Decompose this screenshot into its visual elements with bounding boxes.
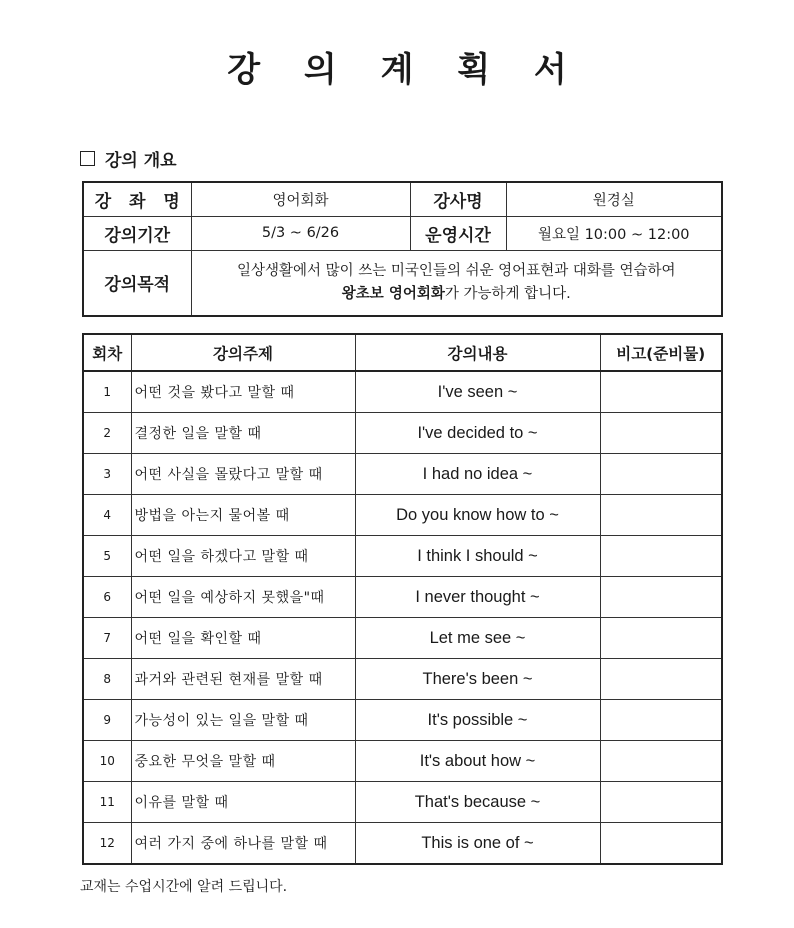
table-row (83, 700, 722, 741)
session-number: 10 (83, 741, 131, 782)
table-row (83, 577, 722, 618)
header-note: 비고(준비물) (600, 334, 722, 371)
session-content: It's possible ~ (355, 700, 600, 741)
hours-label: 운영시간 (410, 216, 506, 250)
session-topic: 어떤 사실을 몰랐다고 말할 때 (131, 454, 355, 495)
session-number: 5 (83, 536, 131, 577)
instructor-value: 원경실 (506, 182, 722, 216)
session-number: 11 (83, 782, 131, 823)
purpose-bold-text: 왕초보 영어회화 (341, 285, 445, 302)
section-heading (80, 146, 177, 171)
hours-value: 월요일 10:00 ~ 12:00 (506, 216, 722, 250)
session-content: I think I should ~ (355, 536, 600, 577)
session-topic: 방법을 아는지 물어볼 때 (131, 495, 355, 536)
table-row (83, 495, 722, 536)
section-heading-text: 강의 개요 (105, 151, 177, 171)
table-row (83, 659, 722, 700)
course-info-table (82, 181, 723, 317)
session-number: 8 (83, 659, 131, 700)
course-name-value: 영어회화 (191, 182, 410, 216)
table-row (83, 823, 722, 865)
table-row (83, 618, 722, 659)
document-title: 강 의 계 획 서 (227, 50, 583, 90)
session-number: 1 (83, 371, 131, 413)
session-topic: 결정한 일을 말할 때 (131, 413, 355, 454)
session-content: That's because ~ (355, 782, 600, 823)
session-note (600, 741, 722, 782)
table-row (83, 741, 722, 782)
session-number: 7 (83, 618, 131, 659)
table-row (83, 371, 722, 413)
session-number: 4 (83, 495, 131, 536)
session-note (600, 823, 722, 865)
instructor-label: 강사명 (410, 182, 506, 216)
session-topic: 이유를 말할 때 (131, 782, 355, 823)
session-topic: 어떤 일을 하겠다고 말할 때 (131, 536, 355, 577)
session-note (600, 618, 722, 659)
session-content: Let me see ~ (355, 618, 600, 659)
purpose-line-1: 일상생활에서 많이 쓰는 미국인들의 쉬운 영어표현과 대화를 연습하여 (237, 262, 676, 279)
session-number: 6 (83, 577, 131, 618)
session-note (600, 371, 722, 413)
header-content: 강의내용 (355, 334, 600, 371)
session-note (600, 659, 722, 700)
session-note (600, 495, 722, 536)
table-row (83, 454, 722, 495)
session-topic: 어떤 것을 봤다고 말할 때 (131, 371, 355, 413)
footer-note: 교재는 수업시간에 알려 드립니다. (80, 879, 288, 895)
session-content: I had no idea ~ (355, 454, 600, 495)
session-note (600, 782, 722, 823)
period-label: 강의기간 (83, 216, 191, 250)
period-value: 5/3 ~ 6/26 (191, 216, 410, 250)
session-note (600, 454, 722, 495)
header-session: 회차 (83, 334, 131, 371)
purpose-line-2 (198, 283, 716, 306)
session-topic: 어떤 일을 예상하지 못했을"때 (131, 577, 355, 618)
course-name-label: 강 좌 명 (83, 182, 191, 216)
session-content: I've seen ~ (355, 371, 600, 413)
table-row (83, 536, 722, 577)
session-content: There's been ~ (355, 659, 600, 700)
session-topic: 여러 가지 중에 하나를 말할 때 (131, 823, 355, 865)
session-content: It's about how ~ (355, 741, 600, 782)
checkbox-icon (80, 151, 95, 166)
session-note (600, 700, 722, 741)
session-number: 12 (83, 823, 131, 865)
header-topic: 강의주제 (131, 334, 355, 371)
table-row (83, 782, 722, 823)
session-number: 9 (83, 700, 131, 741)
session-number: 2 (83, 413, 131, 454)
session-content: I never thought ~ (355, 577, 600, 618)
schedule-table (82, 333, 723, 865)
purpose-line-2-rest: 가 가능하게 합니다. (444, 285, 571, 302)
session-content: Do you know how to ~ (355, 495, 600, 536)
session-note (600, 577, 722, 618)
session-note (600, 536, 722, 577)
session-note (600, 413, 722, 454)
session-topic: 가능성이 있는 일을 말할 때 (131, 700, 355, 741)
session-topic: 과거와 관련된 현재를 말할 때 (131, 659, 355, 700)
session-topic: 중요한 무엇을 말할 때 (131, 741, 355, 782)
session-content: This is one of ~ (355, 823, 600, 865)
session-number: 3 (83, 454, 131, 495)
purpose-label: 강의목적 (83, 250, 191, 316)
session-content: I've decided to ~ (355, 413, 600, 454)
session-topic: 어떤 일을 확인할 때 (131, 618, 355, 659)
table-row (83, 413, 722, 454)
purpose-value (191, 250, 722, 316)
